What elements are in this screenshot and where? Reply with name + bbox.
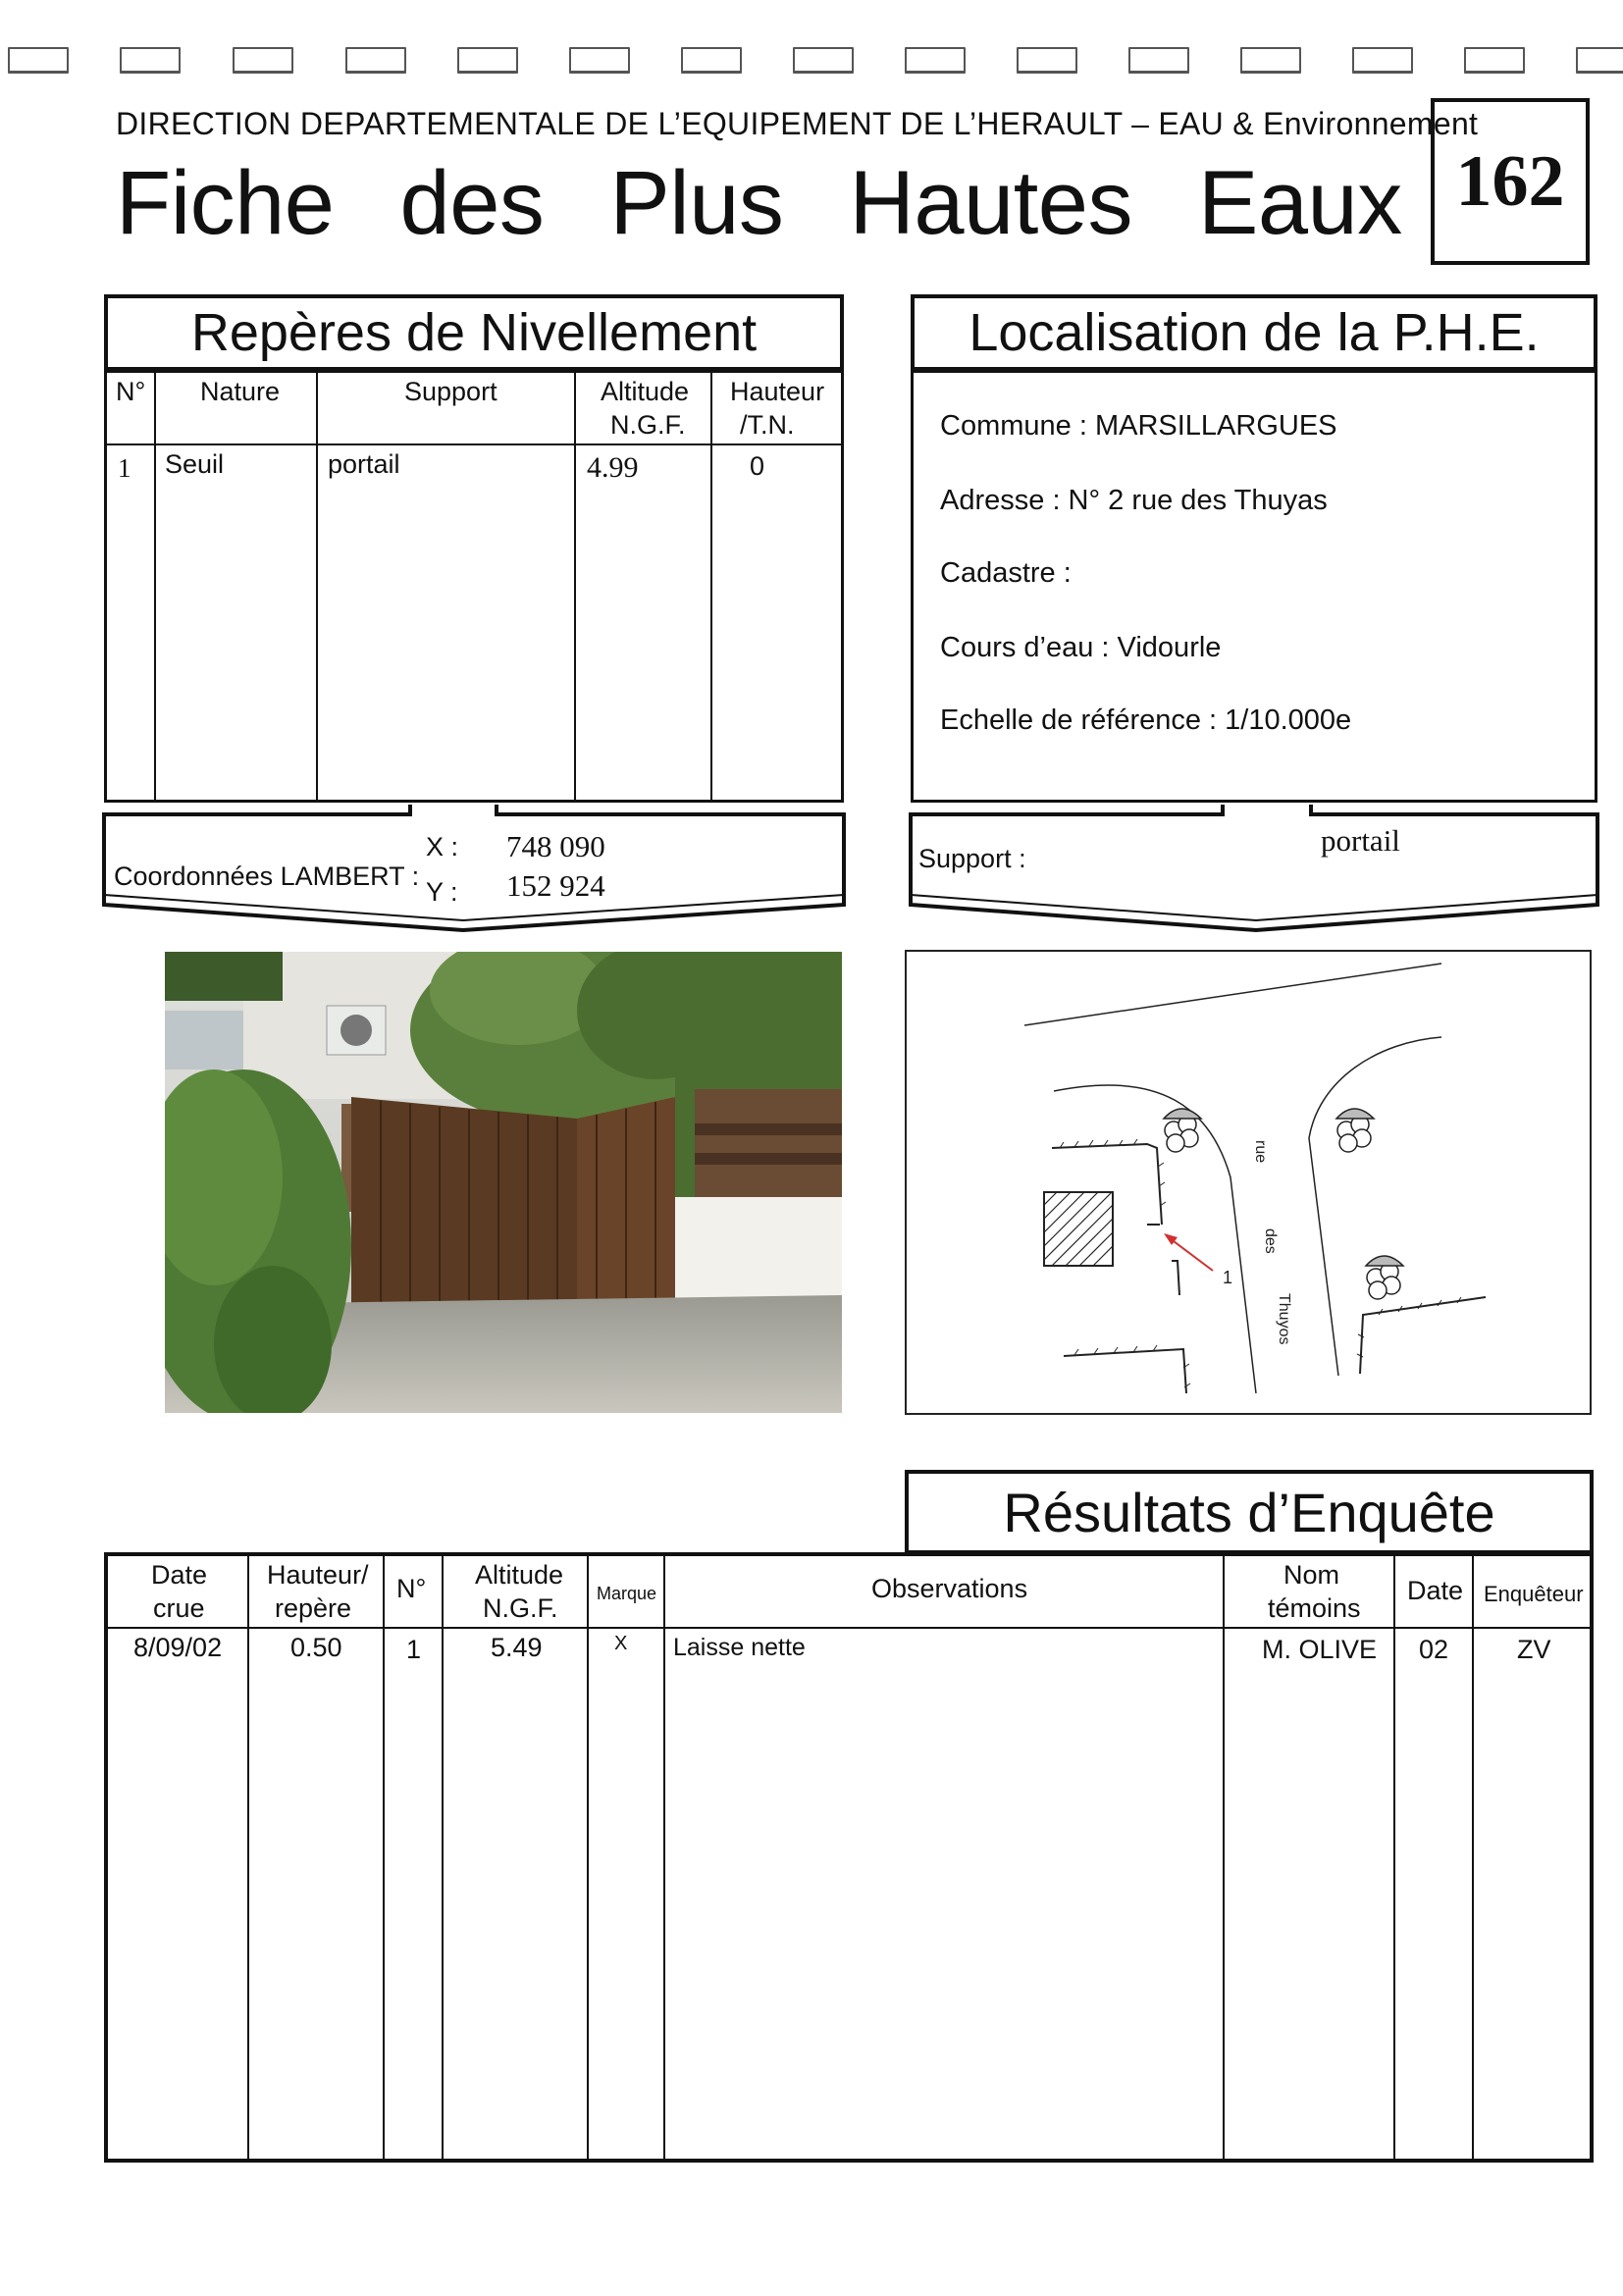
res-col-hauteur-1: Hauteur/	[267, 1560, 369, 1590]
res-row-num: 1	[406, 1635, 422, 1664]
tree-symbol-icon	[1164, 1109, 1201, 1152]
res-col-altitude-2: N.G.F.	[483, 1593, 558, 1623]
col-header-num: N°	[116, 377, 146, 406]
res-col-marque: Marque	[597, 1584, 657, 1603]
col-header-support: Support	[404, 377, 497, 406]
svg-text:des: des	[1262, 1228, 1279, 1254]
lambert-x-value: 748 090	[506, 829, 605, 863]
localisation-title: Localisation de la P.H.E.	[911, 294, 1597, 373]
reperes-row-nature: Seuil	[165, 449, 225, 479]
res-col-date-1: Date	[151, 1560, 208, 1590]
col-header-nature: Nature	[200, 377, 281, 406]
res-col-date-2: crue	[153, 1593, 205, 1623]
col-header-hauteur-1: Hauteur	[730, 377, 825, 406]
col-header-altitude-1: Altitude	[601, 377, 690, 406]
lambert-y-value: 152 924	[506, 868, 605, 903]
cours-eau-field: Cours d’eau : Vidourle	[940, 632, 1222, 663]
site-photo	[165, 952, 842, 1413]
res-col-nom-2: témoins	[1268, 1593, 1361, 1623]
res-row-hauteur: 0.50	[290, 1633, 342, 1662]
binder-holes	[0, 47, 1623, 73]
lambert-x-label: X :	[426, 832, 459, 861]
echelle-field: Echelle de référence : 1/10.000e	[940, 704, 1352, 736]
sheet-number: 162	[1431, 98, 1590, 265]
res-col-num: N°	[396, 1574, 427, 1603]
reperes-row-num: 1	[118, 453, 131, 483]
reperes-row-altitude: 4.99	[587, 451, 639, 484]
hatched-building-icon	[1044, 1192, 1113, 1266]
support-label: Support :	[918, 844, 1026, 873]
lambert-y-label: Y :	[426, 877, 458, 907]
lambert-label: Coordonnées LAMBERT :	[114, 861, 420, 891]
page-title: Fiche des Plus Hautes Eaux	[116, 153, 1402, 253]
resultats-title: Résultats d’Enquête	[905, 1470, 1594, 1556]
res-row-date: 02	[1419, 1635, 1449, 1664]
reperes-row-support: portail	[328, 449, 400, 479]
res-col-hauteur-2: repère	[275, 1593, 352, 1623]
cadastre-field: Cadastre :	[940, 557, 1072, 589]
col-header-hauteur-2: /T.N.	[740, 410, 795, 440]
svg-text:1: 1	[1223, 1268, 1233, 1287]
res-row-enqueteur: ZV	[1517, 1635, 1551, 1664]
res-row-observations: Laisse nette	[673, 1634, 806, 1661]
commune-field: Commune : MARSILLARGUES	[940, 410, 1337, 442]
arrow-pointer-icon	[1164, 1233, 1213, 1271]
svg-text:Thuyos: Thuyos	[1276, 1293, 1292, 1345]
res-row-altitude: 5.49	[491, 1633, 543, 1662]
res-col-nom-1: Nom	[1283, 1560, 1340, 1590]
support-value: portail	[1321, 823, 1400, 858]
res-row-marque: X	[614, 1633, 628, 1654]
res-col-observations: Observations	[871, 1574, 1028, 1603]
location-map	[905, 950, 1592, 1415]
department-header: DIRECTION DEPARTEMENTALE DE L’EQUIPEMENT DE L’HERAULT – EAU & Environnement	[116, 106, 1479, 141]
reperes-title: Repères de Nivellement	[104, 294, 844, 373]
res-col-enqueteur: Enquêteur	[1484, 1582, 1584, 1606]
res-row-nom: M. OLIVE	[1262, 1635, 1378, 1664]
reperes-row-hauteur: 0	[750, 451, 765, 481]
res-col-altitude-1: Altitude	[475, 1560, 564, 1590]
res-row-date-crue: 8/09/02	[133, 1633, 223, 1662]
adresse-field: Adresse : N° 2 rue des Thuyas	[940, 485, 1328, 516]
res-col-date2: Date	[1407, 1576, 1464, 1605]
col-header-altitude-2: N.G.F.	[610, 410, 686, 440]
svg-text:rue: rue	[1252, 1140, 1269, 1164]
